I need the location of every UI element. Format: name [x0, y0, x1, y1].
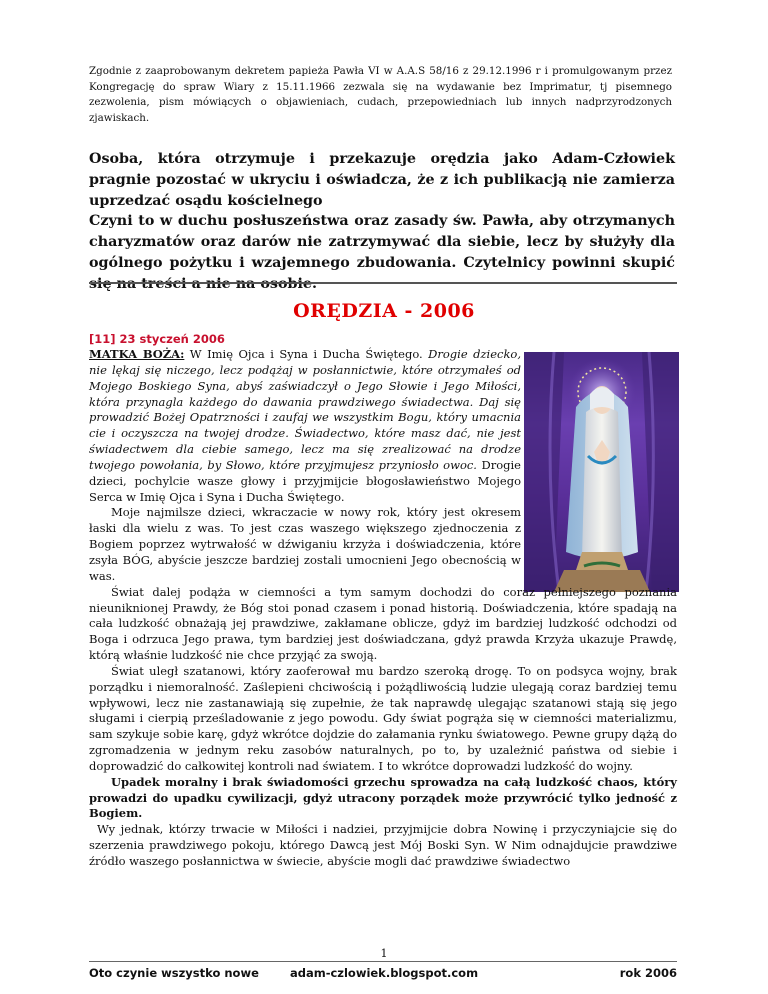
author-statement-paragraph-1: Osoba, która otrzymuje i przekazuje orędzia jako Adam-Człowiek pragnie pozostać w ukryciu i oświadcza, że z ich publikacją nie zamierza uprzedzać osądu kościelnego [89, 151, 675, 209]
message-date: [11] 23 styczeń 2006 [89, 332, 225, 346]
message-body [89, 347, 677, 870]
blessing-text: Drogie dzieci, pochylcie wasze głowy i przyjmijcie błogosławieństwo Mojego Serca w Imię Ojca i Syna i Ducha Świętego. [89, 457, 521, 504]
imprimatur-disclaimer: Zgodnie z zaaprobowanym dekretem papieża Pawła VI w A.A.S 58/16 z 29.12.1996 r i promulgowanym przez Kongregację do spraw Wiary z 15.11.1966 zezwala się na wydawanie bez Imprimatur, tj pisemnego zezwolenia, pism mówiących o objawieniach, cudach, przepowiedniach lub innych nadprzyrodzonych zjawiskach. [89, 65, 672, 124]
author-statement [89, 149, 675, 295]
invocation-text: W Imię Ojca i Syna i Ducha Świętego. [184, 347, 429, 361]
section-title: ORĘDZIA - 2006 [293, 300, 475, 322]
speaker-label: MATKA BOŻA: [89, 347, 185, 361]
footer-year: rok 2006 [619, 966, 677, 980]
message-paragraph-1 [89, 347, 521, 505]
footer-website: adam-czlowiek.blogspot.com [289, 966, 479, 980]
footer-divider [89, 961, 677, 962]
section-divider [89, 282, 677, 284]
page-number: 1 [380, 947, 388, 960]
message-paragraph-6: Wy jednak, którzy trwacie w Miłości i nadziei, przyjmijcie dobra Nowinę i przyczyniajcie się do szerzenia prawdziwego pokoju, którego Dawcą jest Mój Boski Syn. W Nim odnajdujcie prawdziwe źródło waszego posłannictwa w świecie, abyście mogli dać prawdziwe świadectwo [89, 822, 677, 868]
author-statement-paragraph-2: Czyni to w duchu posłuszeństwa oraz zasady św. Pawła, aby otrzymanych charyzmatów oraz darów nie zatrzymywać dla siebie, lecz by służyły dla ogólnego pożytku i wzajemnego zbudowania. Czytelnicy powinni skupić się na treści a nie na osobie. [89, 213, 675, 292]
message-paragraph-4: Świat uległ szatanowi, który zaoferował mu bardzo szeroką drogę. To on podsyca wojny, brak porządku i niemoralność. Zaślepieni chciwością i pożądliwością ludzie ulegają coraz bardziej temu wpływowi, lecz nie zastanawiają się zupełnie, że tak naprawdę ulegając szatanowi stają się jego sługami i cierpią prześladowanie z jego powodu. Gdy świat pogrąża się w ciemności materializmu, sam szykuje sobie karę, gdyż wkrótce dojdzie do załamania rynku światowego. Pewne grupy dążą do zgromadzenia w jednym reku zasobów naturalnych, po to, by uzależnić państwa od siebie i doprowadzić do całkowitej kontroli nad światem. I to wkrótce doprowadzi ludzkość do wojny. [89, 663, 677, 773]
message-paragraph-2: Moje najmilsze dzieci, wkraczacie w nowy rok, który jest okresem łaski dla wielu z was. To jest czas waszego większego zjednoczenia z Bogiem poprzez wytrwałość w dźwiganiu krzyża i doświadczenia, które zsyła BÓG, abyście jeszcze bardziej zostali umocnieni Jego obecnością w was. [89, 505, 521, 583]
message-paragraph-5: Upadek moralny i brak świadomości grzechu sprowadza na całą ludzkość chaos, który prowadzi do upadku cywilizacji, gdyż utracony porządek może przywrócić tylko jedność z Bogiem. [89, 774, 677, 821]
footer-motto: Oto czynie wszystko nowe [89, 966, 259, 980]
personal-message-text: Drogie dziecko, nie lękaj się niczego, lecz podążaj w posłannictwie, które otrzymałeś od Mojego Boskiego Syna, abyś zaświadczył o Jego Słowie i Jego Miłości, która przynagla każdego do dawania prawdziwego świadectwa. Daj się prowadzić Bożej Opatrzności i zaufaj we wszystkim Bogu, który umacnia cie i oczyszcza na twojej drodze. Świadectwo, które masz dać, nie jest świadectwem dla ciebie samego, lecz ma się zrealizować na drodze twojego powołania, by Słowo, które przyjmujesz przyniosło owoc. [89, 347, 521, 472]
message-paragraph-3: Świat dalej podąża w ciemności a tym samym dochodzi do coraz pełniejszego poznania nieuniknionej Prawdy, że Bóg stoi ponad czasem i ponad historią. Doświadczenia, które spadają na cała ludzkość obnażają jej prawdziwe, zakłamane oblicze, gdyż im bardziej ludzkość odchodzi od Boga i odrzuca Jego prawa, tym bardziej jest doświadczana, gdyż prawda Krzyża ukazuje Prawdę, którą właśnie ludzkość nie chce przyjąć za swoją. [89, 584, 677, 663]
